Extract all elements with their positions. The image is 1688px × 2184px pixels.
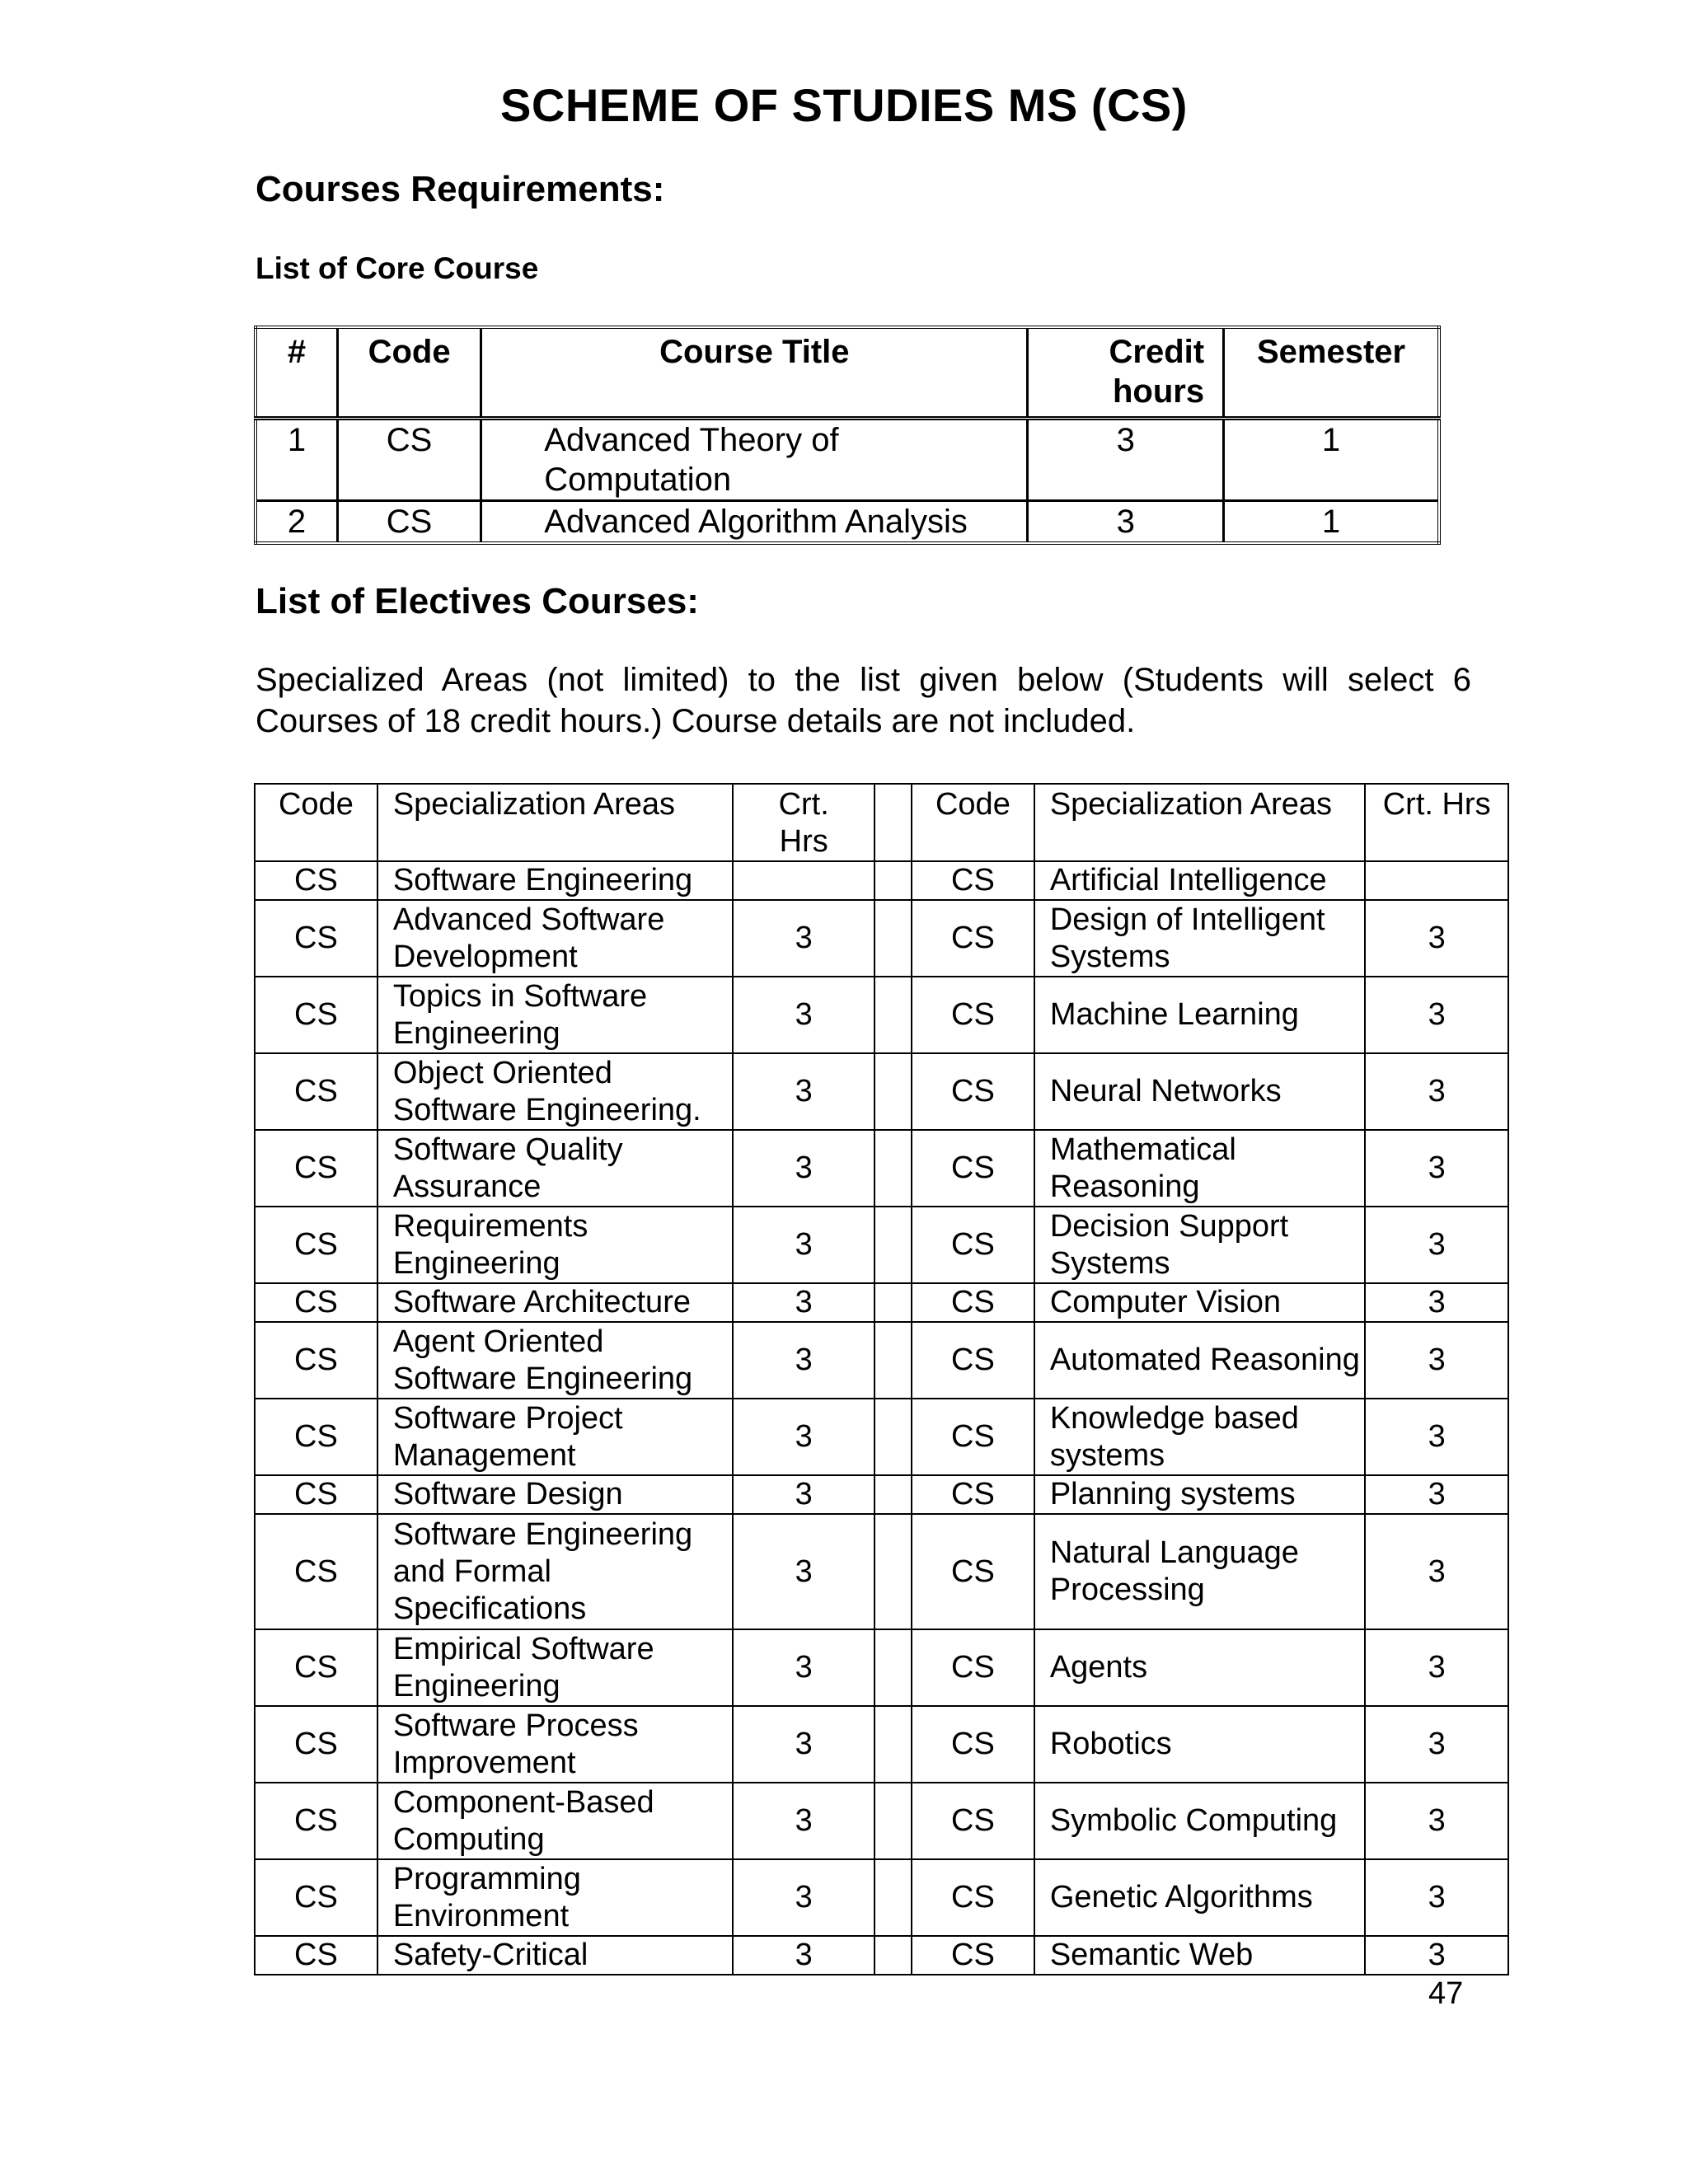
core-cell-code: CS (337, 419, 481, 501)
elec-cell-area-left: Programming Environment (377, 1859, 733, 1936)
elec-cell-area-right: Machine Learning (1034, 977, 1366, 1053)
elec-cell-code-right: CS (912, 977, 1034, 1053)
elec-cell-code-right: CS (912, 1706, 1034, 1783)
electives-table-row (255, 1283, 1508, 1322)
elec-cell-hrs-right: 3 (1365, 1130, 1508, 1207)
elec-cell-code-right: CS (912, 1130, 1034, 1207)
elec-cell-code-left: CS (255, 900, 377, 977)
elec-cell-area-right: Agents (1034, 1629, 1366, 1706)
core-table-header (256, 327, 1439, 419)
elec-cell-area-left: Software Process Improvement (377, 1706, 733, 1783)
elec-cell-code-left: CS (255, 861, 377, 900)
elec-cell-hrs-left: 3 (733, 1859, 874, 1936)
elec-cell-area-right: Computer Vision (1034, 1283, 1366, 1322)
core-cell-semester: 1 (1224, 419, 1439, 501)
elec-cell-code-right: CS (912, 1283, 1034, 1322)
elec-cell-hrs-right (1365, 861, 1508, 900)
elec-cell-hrs-right: 3 (1365, 1475, 1508, 1514)
elec-cell-code-left: CS (255, 1859, 377, 1936)
electives-table-row (255, 1322, 1508, 1399)
core-cell-title: Advanced Theory of Computation (481, 419, 1028, 501)
electives-table-row (255, 1859, 1508, 1936)
elec-cell-hrs-left: 3 (733, 1706, 874, 1783)
elec-header-code-right: Code (912, 784, 1034, 861)
elec-cell-area-right: Knowledge based systems (1034, 1399, 1366, 1475)
elec-cell-hrs-left: 3 (733, 1399, 874, 1475)
elec-cell-area-left: Object Oriented Software Engineering. (377, 1053, 733, 1130)
elec-cell-hrs-left: 3 (733, 1283, 874, 1322)
elec-header-area-right: Specialization Areas (1034, 784, 1366, 861)
electives-paragraph: Specialized Areas (not limited) to the list given below (Students will select 6 Courses of 18 credit hours.) Course details are not included. (256, 662, 1471, 739)
elec-cell-area-left: Software Engineering and Formal Specifications (377, 1514, 733, 1629)
elec-column-gap (874, 1859, 912, 1936)
elec-column-gap (874, 977, 912, 1053)
elec-cell-code-right: CS (912, 1475, 1034, 1514)
electives-table-row (255, 1783, 1508, 1859)
elec-cell-hrs-left: 3 (733, 900, 874, 977)
elec-header-code-left: Code (255, 784, 377, 861)
elec-cell-hrs-left (733, 861, 874, 900)
electives-table-row (255, 1936, 1508, 1975)
electives-table-row (255, 1053, 1508, 1130)
elec-cell-hrs-left: 3 (733, 1783, 874, 1859)
elec-header-hrs-left: Crt. Hrs (733, 784, 874, 861)
elec-column-gap (874, 1783, 912, 1859)
core-courses-table (254, 326, 1441, 545)
elec-cell-hrs-right: 3 (1365, 1629, 1508, 1706)
elec-column-gap (874, 1475, 912, 1514)
elec-cell-code-right: CS (912, 1053, 1034, 1130)
electives-table-row (255, 1629, 1508, 1706)
electives-table-row (255, 900, 1508, 977)
electives-table-row (255, 1475, 1508, 1514)
elec-cell-area-left: Software Design (377, 1475, 733, 1514)
core-table-row (256, 419, 1439, 501)
core-cell-code: CS (337, 501, 481, 544)
electives-table-row (255, 977, 1508, 1053)
elec-cell-hrs-right: 3 (1365, 977, 1508, 1053)
electives-heading: List of Electives Courses: (256, 581, 699, 621)
elec-cell-code-left: CS (255, 1783, 377, 1859)
elec-cell-area-right: Natural Language Processing (1034, 1514, 1366, 1629)
elec-cell-area-left: Software Engineering (377, 861, 733, 900)
elec-cell-code-right: CS (912, 861, 1034, 900)
electives-table-row (255, 1207, 1508, 1283)
core-header-num: # (256, 327, 337, 419)
elec-cell-hrs-left: 3 (733, 1936, 874, 1975)
electives-table (254, 783, 1509, 1975)
page-number: 47 (1428, 1976, 1464, 2011)
page-title: SCHEME OF STUDIES MS (CS) (500, 79, 1188, 131)
core-cell-credit: 3 (1028, 501, 1224, 544)
elec-cell-code-left: CS (255, 1207, 377, 1283)
core-list-heading: List of Core Course (256, 251, 539, 285)
elec-cell-hrs-left: 3 (733, 1514, 874, 1629)
elec-cell-code-right: CS (912, 1514, 1034, 1629)
elec-column-gap (874, 1514, 912, 1629)
elec-cell-hrs-left: 3 (733, 1053, 874, 1130)
elec-cell-hrs-right: 3 (1365, 1399, 1508, 1475)
elec-column-gap (874, 900, 912, 977)
elec-column-gap (874, 1629, 912, 1706)
elec-cell-hrs-right: 3 (1365, 1322, 1508, 1399)
elec-cell-hrs-right: 3 (1365, 900, 1508, 977)
core-header-title: Course Title (481, 327, 1028, 419)
elec-cell-area-right: Planning systems (1034, 1475, 1366, 1514)
electives-table-row (255, 1514, 1508, 1629)
elec-cell-code-right: CS (912, 1783, 1034, 1859)
elec-header-area-left: Specialization Areas (377, 784, 733, 861)
elec-cell-hrs-right: 3 (1365, 1514, 1508, 1629)
elec-cell-hrs-right: 3 (1365, 1207, 1508, 1283)
core-cell-credit: 3 (1028, 419, 1224, 501)
elec-column-gap (874, 1322, 912, 1399)
elec-cell-code-right: CS (912, 1629, 1034, 1706)
elec-cell-area-right: Neural Networks (1034, 1053, 1366, 1130)
core-cell-semester: 1 (1224, 501, 1439, 544)
elec-cell-area-left: Software Project Management (377, 1399, 733, 1475)
elec-cell-code-left: CS (255, 1514, 377, 1629)
elec-cell-hrs-right: 3 (1365, 1283, 1508, 1322)
elec-cell-area-right: Decision Support Systems (1034, 1207, 1366, 1283)
elec-column-gap (874, 1706, 912, 1783)
elec-cell-code-left: CS (255, 1053, 377, 1130)
electives-table-row (255, 861, 1508, 900)
elec-cell-area-left: Component-Based Computing (377, 1783, 733, 1859)
courses-requirements-heading: Courses Requirements: (256, 169, 665, 209)
elec-cell-area-right: Semantic Web (1034, 1936, 1366, 1975)
elec-cell-code-right: CS (912, 900, 1034, 977)
elec-cell-hrs-right: 3 (1365, 1859, 1508, 1936)
elec-cell-hrs-left: 3 (733, 1207, 874, 1283)
elec-cell-area-right: Automated Reasoning (1034, 1322, 1366, 1399)
elec-cell-code-right: CS (912, 1207, 1034, 1283)
elec-cell-hrs-left: 3 (733, 1322, 874, 1399)
elec-cell-area-right: Design of Intelligent Systems (1034, 900, 1366, 977)
elec-column-gap (874, 1399, 912, 1475)
elec-cell-area-right: Mathematical Reasoning (1034, 1130, 1366, 1207)
elec-column-gap (874, 1130, 912, 1207)
elec-column-gap (874, 1936, 912, 1975)
elec-cell-hrs-right: 3 (1365, 1936, 1508, 1975)
elec-cell-hrs-left: 3 (733, 977, 874, 1053)
elec-cell-area-left: Software Architecture (377, 1283, 733, 1322)
elec-cell-area-left: Requirements Engineering (377, 1207, 733, 1283)
elec-cell-area-right: Artificial Intelligence (1034, 861, 1366, 900)
elec-cell-code-left: CS (255, 1475, 377, 1514)
electives-table-row (255, 1706, 1508, 1783)
elec-column-gap (874, 784, 912, 861)
elec-column-gap (874, 1207, 912, 1283)
elec-cell-code-right: CS (912, 1936, 1034, 1975)
elec-cell-hrs-left: 3 (733, 1475, 874, 1514)
elec-cell-hrs-left: 3 (733, 1130, 874, 1207)
elec-cell-area-left: Advanced Software Development (377, 900, 733, 977)
electives-table-row (255, 1130, 1508, 1207)
core-table-row (256, 501, 1439, 544)
core-cell-title: Advanced Algorithm Analysis (481, 501, 1028, 544)
electives-table-header (255, 784, 1508, 861)
elec-cell-code-left: CS (255, 1130, 377, 1207)
core-header-semester: Semester (1224, 327, 1439, 419)
core-header-credit: Credit hours (1028, 327, 1224, 419)
elec-cell-code-left: CS (255, 1399, 377, 1475)
electives-table-row (255, 1399, 1508, 1475)
elec-cell-area-right: Genetic Algorithms (1034, 1859, 1366, 1936)
elec-column-gap (874, 861, 912, 900)
elec-cell-code-left: CS (255, 1322, 377, 1399)
elec-column-gap (874, 1283, 912, 1322)
elec-cell-code-left: CS (255, 1936, 377, 1975)
elec-cell-area-left: Safety-Critical (377, 1936, 733, 1975)
elec-cell-code-left: CS (255, 1283, 377, 1322)
elec-header-hrs-right: Crt. Hrs (1365, 784, 1508, 861)
elec-cell-code-left: CS (255, 1629, 377, 1706)
elec-cell-code-right: CS (912, 1399, 1034, 1475)
elec-cell-code-right: CS (912, 1322, 1034, 1399)
elec-cell-code-left: CS (255, 1706, 377, 1783)
core-cell-num: 1 (256, 419, 337, 501)
elec-column-gap (874, 1053, 912, 1130)
core-header-code: Code (337, 327, 481, 419)
core-cell-num: 2 (256, 501, 337, 544)
elec-cell-area-left: Software Quality Assurance (377, 1130, 733, 1207)
elec-cell-area-right: Robotics (1034, 1706, 1366, 1783)
elec-cell-hrs-right: 3 (1365, 1783, 1508, 1859)
elec-cell-area-right: Symbolic Computing (1034, 1783, 1366, 1859)
elec-cell-area-left: Agent Oriented Software Engineering (377, 1322, 733, 1399)
elec-cell-code-right: CS (912, 1859, 1034, 1936)
elec-cell-hrs-right: 3 (1365, 1706, 1508, 1783)
elec-cell-hrs-left: 3 (733, 1629, 874, 1706)
elec-cell-area-left: Topics in Software Engineering (377, 977, 733, 1053)
elec-cell-hrs-right: 3 (1365, 1053, 1508, 1130)
elec-cell-area-left: Empirical Software Engineering (377, 1629, 733, 1706)
elec-cell-code-left: CS (255, 977, 377, 1053)
